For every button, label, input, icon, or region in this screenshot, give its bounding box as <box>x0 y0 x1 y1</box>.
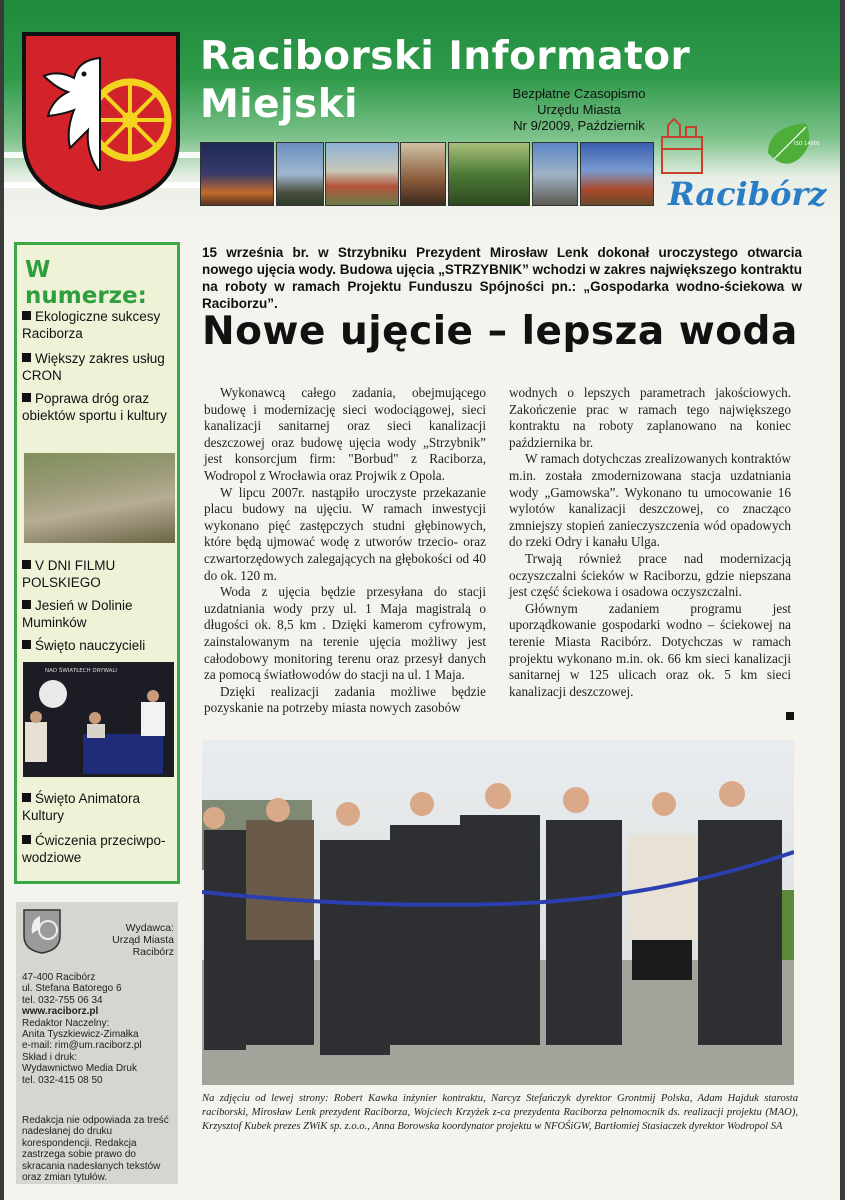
street: ul. Stefana Batorego 6 <box>22 983 122 995</box>
paragraph: Głównym zadaniem programu jest uporządkowanie gospodarki wodno – ściekowej na terenie Miasta Racibórz. Dotychczas w ramach projektu wykonano m.in. ok. 66 km sieci kanalizacji sanitarnej w 125 ulicach oraz ok. 5 km sieci kanalizacji deszczowej. <box>509 600 791 699</box>
sidebar-photo-banner: NAD ŚWIATŁECH DRYWALI <box>45 668 118 674</box>
masthead-subtitle <box>494 86 664 134</box>
small-coat-of-arms-icon <box>22 908 62 954</box>
newspaper-page <box>4 0 840 1200</box>
publisher-label: Wydawca: <box>125 922 174 934</box>
masthead-title-line1: Raciborski Informator <box>200 34 691 79</box>
editor-name: Anita Tyszkiewicz-Zimałka <box>22 1029 139 1041</box>
toc-item-label: Ćwiczenia przeciwpo-wodziowe <box>22 833 166 865</box>
article-column-1 <box>204 385 486 717</box>
paragraph: W lipcu 2007r. nastąpiło uroczyste przekazanie placu budowy na ujęciu. W ramach inwestycji wykonano pięć zastępczych studni głębinowych, które będą ujmować wodę z utworów trzecio- oraz czwartorzędowych zalegających na głębokości od 40 do ok. 120 m. <box>204 484 486 583</box>
bullet-square-icon <box>22 311 31 320</box>
toc-item-label: Poprawa dróg oraz obiektów sportu i kultury <box>22 391 167 423</box>
toc-item-label: Większy zakres usług CRON <box>22 351 165 383</box>
toc-item[interactable] <box>22 598 177 631</box>
bullet-square-icon <box>22 353 31 362</box>
ribbon-cutting-photo <box>202 740 794 1085</box>
subtitle-line1: Bezpłatne Czasopismo <box>512 86 646 101</box>
masthead <box>4 0 840 222</box>
thumb-photo-building <box>532 142 578 206</box>
table-of-contents <box>14 242 180 884</box>
article-headline: Nowe ujęcie – lepsza woda <box>202 309 798 354</box>
city-logo-text: Racibórz <box>668 175 827 213</box>
paragraph: Trwają również prace nad modernizacją oczyszczalni ścieków w Raciborzu, gdzie niepszana jest część ściekowa i osadowa oczyszczalni. <box>509 550 791 600</box>
editor-label: Redaktor Naczelny: <box>22 1017 110 1029</box>
paragraph: Wykonawcą całego zadania, obejmującego budowę i modernizację sieci wodociągowej, sieci kanalizacji sanitarnej oraz sieci kanalizacji deszczowej oraz budowę ujęcia wody „Strzybnik” jest konsorcjum firm: "Borbud" z Raciborza, Wodropol z Wrocławia oraz Projwik z Opola. <box>204 385 486 483</box>
print-label: Skład i druk: <box>22 1051 78 1063</box>
disclaimer: Redakcja nie odpowiada za treść nadesłanej do druku korespondencji. Redakcja zastrzega sobie prawo do skracania nadesłanych tekstów oraz zmian tytułów. <box>22 1115 169 1184</box>
bullet-square-icon <box>22 793 31 802</box>
postal-code: 47-400 Racibórz <box>22 972 96 983</box>
coat-of-arms-icon <box>18 30 184 212</box>
paragraph: W ramach dotychczas zrealizowanych kontraktów m.in. została zmodernizowana stacja uzdatniania wody „Gamowska”. Wykonano tu umocowanie 16 wylotów kanalizacji deszczowej, co znacząco zmniejszy stopień zanieczyszczenia wód opadowych do rzeki Odry i kanału Ulga. <box>509 451 791 550</box>
paragraph: Woda z ujęcia będzie przesyłana do stacji uzdatniania wody przy ul. 1 Maja magistralą o długości ok. 8,5 km . Dzięki kamerom cyfrowym, zainstalowanym na terenie ujęcia możliwy jest całodobowy monitoring terenu oraz przesył danych za pomocą światłowodów do stacji na ul. 1 Maja. <box>204 584 486 683</box>
thumb-photo-park <box>448 142 530 206</box>
phone: tel. 032-755 06 34 <box>22 994 103 1006</box>
publisher <box>74 922 174 958</box>
toc-item[interactable] <box>22 351 177 384</box>
paragraph: wodnych o lepszych parametrach jakościowych. Zakończenie prac w ramach tego największego kontraktu na roboty zaplanowano na koniec października br. <box>509 385 791 450</box>
photo-caption: Na zdjęciu od lewej strony: Robert Kawka inżynier kontraktu, Narcyz Stefańczyk dyrektor Grontmij Polska, Adam Hajduk starosta raciborski, Mirosław Lenk prezydent Raciborza, Wojciech Krzyżek z-ca prezydenta Raciborza pełnomocnik ds. realizacji projektu (MAO), Krzysztof Kubek prezes ZWiK sp. z.o.o., Anna Borowska koordynator projektu w NFOŚiGW, Bartłomiej Stasiaczek dyrektor Wodropol SA <box>202 1093 798 1132</box>
toc-item[interactable] <box>22 391 177 424</box>
bullet-square-icon <box>22 560 31 569</box>
bullet-square-icon <box>22 393 31 402</box>
paragraph: Dzięki realizacji zadania możliwe będzie pozyskanie na potrzeby miasta nowych zasobów <box>204 683 486 716</box>
printer-name: Wydawnictwo Media Druk <box>22 1063 137 1075</box>
bullet-square-icon <box>22 600 31 609</box>
editor-email[interactable]: e-mail: rim@um.raciborz.pl <box>22 1040 142 1052</box>
bullet-square-icon <box>22 640 31 649</box>
article-column-2 <box>509 385 791 700</box>
toc-item[interactable] <box>22 791 177 824</box>
toc-item-label: Ekologiczne sukcesy Raciborza <box>22 309 161 341</box>
iso-badge: ISO 14001 <box>794 141 821 147</box>
subtitle-line2: Urzędu Miasta <box>537 102 621 117</box>
publisher-name: Urząd Miasta Racibórz <box>112 934 174 958</box>
toc-item[interactable] <box>22 558 177 591</box>
toc-item-label: Jesień w Dolinie Muminków <box>22 598 133 630</box>
imprint-address <box>22 972 177 1086</box>
sidebar-photo-construction <box>24 453 175 543</box>
printer-phone: tel. 032-415 08 50 <box>22 1074 103 1086</box>
bullet-square-icon <box>22 835 31 844</box>
thumb-photo-statue <box>276 142 324 206</box>
raciborz-city-logo-icon <box>656 115 840 220</box>
website-link[interactable]: www.raciborz.pl <box>22 1006 99 1018</box>
article-lead: 15 września br. w Strzybniku Prezydent Mirosław Lenk dokonał uroczystego otwarcia nowego ujęcia wody. Budowa ujęcia „STRZYBNIK” wchodzi w zakres największego kontraktu na roboty w ramach Projektu Funduszu Spójności pn.: „Gospodarka wodno-ściekowa w Raciborzu”. <box>202 245 802 311</box>
toc-item-label: V DNI FILMU POLSKIEGO <box>22 558 116 590</box>
toc-item[interactable] <box>22 833 177 866</box>
thumb-photo-festival <box>325 142 399 206</box>
sidebar-photo-teachers-day <box>23 662 174 777</box>
issue-number: Nr 9/2009, Październik <box>513 118 645 133</box>
toc-item[interactable] <box>22 309 177 342</box>
thumb-photo-monument <box>400 142 446 206</box>
toc-item-label: Święto Animatora Kultury <box>22 791 141 823</box>
toc-item-label: Święto nauczycieli <box>35 638 146 653</box>
article-end-mark-icon <box>786 712 794 720</box>
masthead-title-line2: Miejski <box>200 82 359 127</box>
toc-title: W numerze: <box>25 257 147 309</box>
imprint-box <box>16 902 178 1184</box>
thumb-photo-market-square <box>200 142 274 206</box>
thumb-photo-castle <box>580 142 654 206</box>
toc-item[interactable] <box>22 638 145 655</box>
